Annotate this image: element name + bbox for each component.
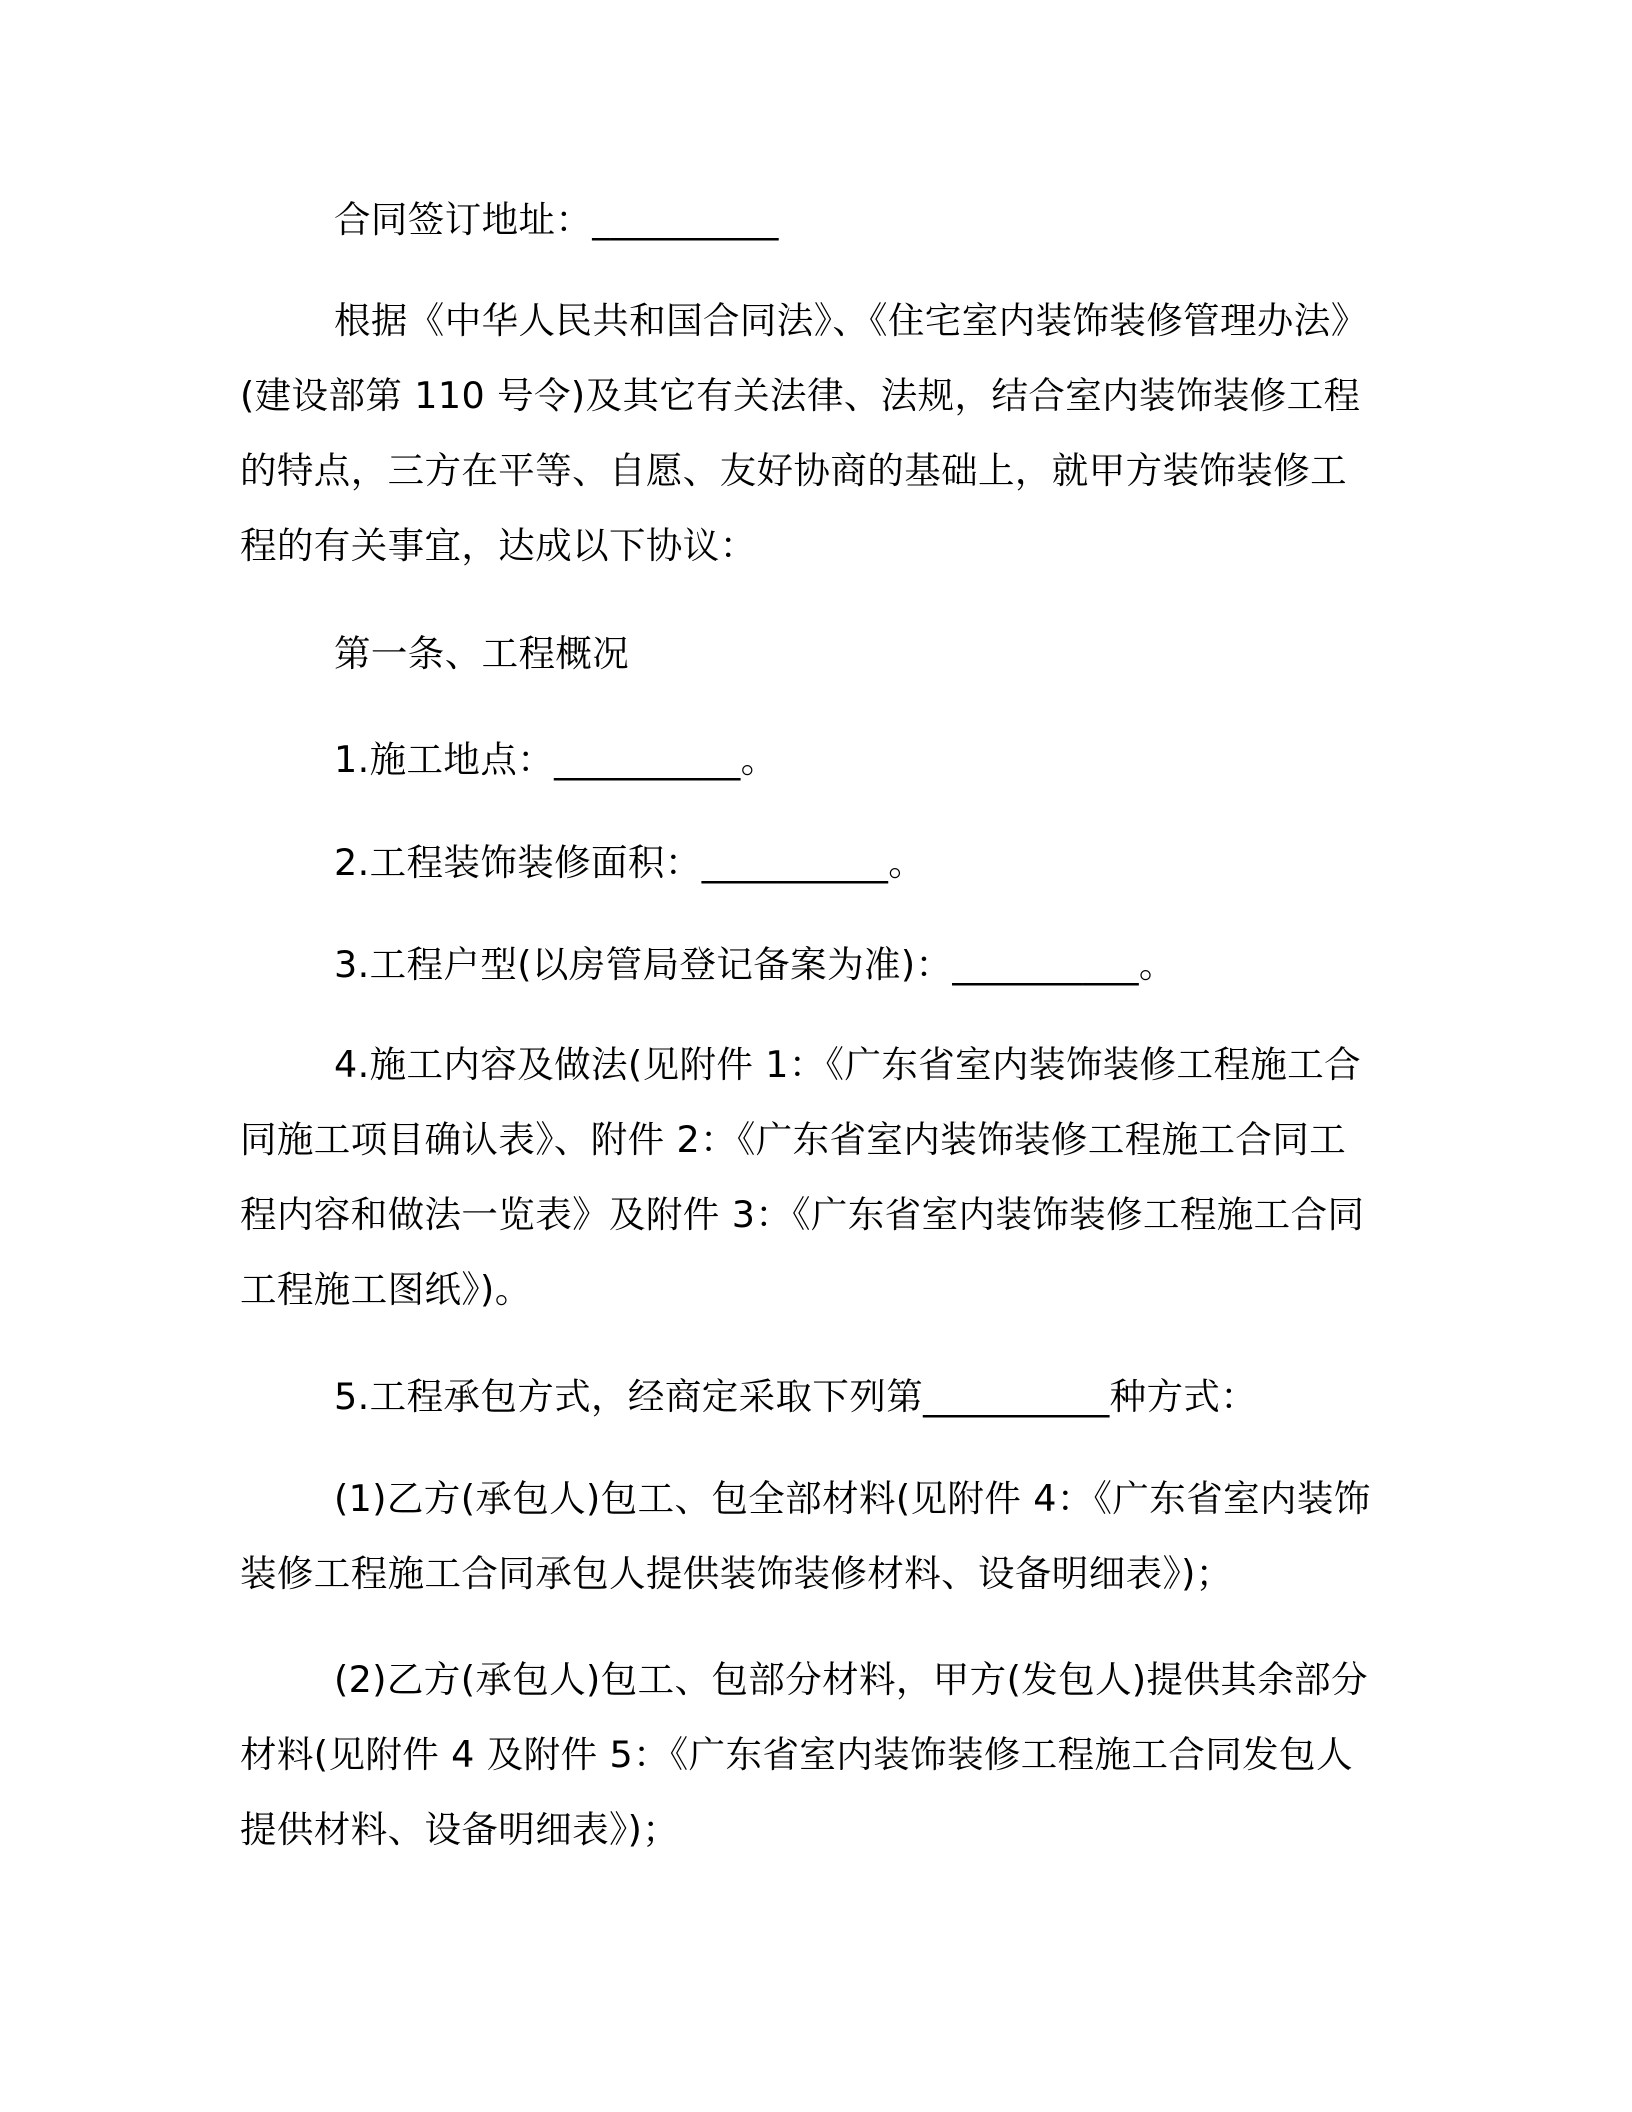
signing-address: 合同签订地址：__________ xyxy=(334,198,779,241)
item-4-line: 同施工项目确认表》、附件 2：《广东省室内装饰装修工程施工合同工 xyxy=(240,1118,1347,1161)
item-4-line: 程内容和做法一览表》及附件 3：《广东省室内装饰装修工程施工合同 xyxy=(240,1193,1365,1236)
item-5-contract-method: 5.工程承包方式，经商定采取下列第__________种方式： xyxy=(334,1375,1258,1418)
item-4-line: 4.施工内容及做法(见附件 1：《广东省室内装饰装修工程施工合 xyxy=(334,1043,1362,1086)
preamble-line: 程的有关事宜，达成以下协议： xyxy=(240,524,757,567)
option-1-line: (1)乙方(承包人)包工、包全部材料(见附件 4：《广东省室内装饰 xyxy=(334,1477,1371,1520)
preamble-line: (建设部第 110 号令)及其它有关法律、法规，结合室内装饰装修工程 xyxy=(240,374,1361,417)
option-1-line: 装修工程施工合同承包人提供装饰装修材料、设备明细表》)； xyxy=(240,1552,1233,1595)
item-3-house-type: 3.工程户型(以房管局登记备案为准)：__________。 xyxy=(334,943,1176,986)
option-2-line: (2)乙方(承包人)包工、包部分材料，甲方(发包人)提供其余部分 xyxy=(334,1658,1368,1701)
item-1-construction-site: 1.施工地点：__________。 xyxy=(334,738,778,781)
item-2-decoration-area: 2.工程装饰装修面积：__________。 xyxy=(334,841,926,884)
preamble-line: 的特点，三方在平等、自愿、友好协商的基础上，就甲方装饰装修工 xyxy=(240,449,1347,492)
item-4-line: 工程施工图纸》)。 xyxy=(240,1268,532,1311)
option-2-line: 材料(见附件 4 及附件 5：《广东省室内装饰装修工程施工合同发包人 xyxy=(240,1733,1353,1776)
article-1-title: 第一条、工程概况 xyxy=(334,632,630,675)
option-2-line: 提供材料、设备明细表》)； xyxy=(240,1808,680,1851)
preamble-line: 根据《中华人民共和国合同法》、《住宅室内装饰装修管理办法》 xyxy=(334,299,1368,342)
